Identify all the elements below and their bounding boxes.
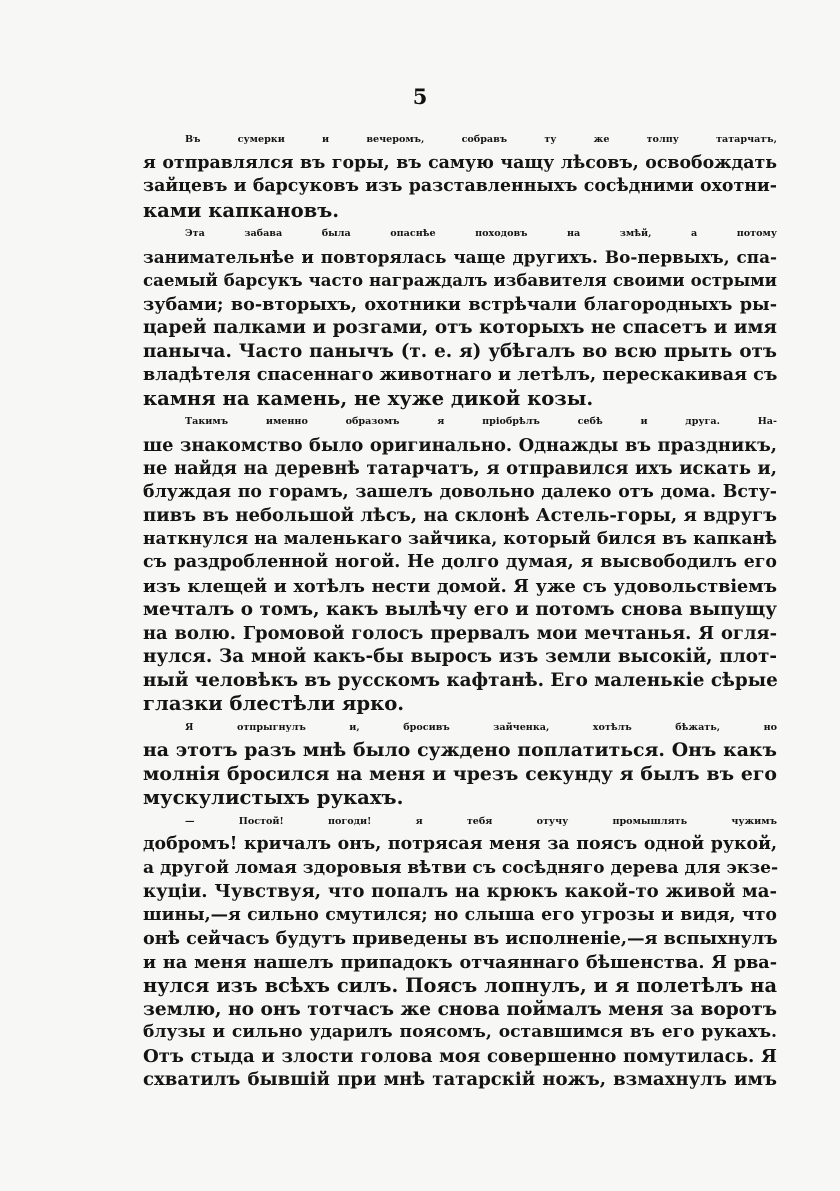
- text-line: блуждая по горамъ, зашелъ довольно далеко отъ дома. Всту-: [143, 481, 777, 502]
- text-line: Отъ стыда и злости голова моя совершенно помутилась. Я: [143, 1045, 777, 1067]
- text-line: я отправлялся въ горы, въ самую чащу лѣсовъ, освобождать: [143, 152, 777, 173]
- text-line: зайцевъ и барсуковъ изъ разставленныхъ сосѣдними охотни-: [143, 176, 777, 196]
- text-line: саемый барсукъ часто награждалъ избавителя своими острыми: [143, 270, 777, 290]
- text-line: шины,—я сильно смутился; но слыша его угрозы и видя, что: [143, 904, 777, 925]
- text-line: пивъ въ небольшой лѣсъ, на склонѣ Астель-горы, я вдругъ: [143, 505, 777, 526]
- text-line: — Постой! погоди! я тебя отучу промышлять чужимъ: [185, 815, 777, 827]
- text-line: мускулистыхъ рукахъ.: [143, 786, 404, 809]
- text-line: нулся изъ всѣхъ силъ. Поясъ лопнулъ, и я полетѣлъ на: [143, 974, 777, 997]
- text-line: съ раздробленной ногой. Не долго думая, я высвободилъ его: [143, 552, 777, 572]
- text-line: блузы и сильно ударилъ поясомъ, оставшимся въ его рукахъ.: [143, 1022, 777, 1042]
- text-line: наткнулся на маленькаго зайчика, который бился въ капканѣ: [143, 528, 777, 549]
- text-line: ный человѣкъ въ русскомъ кафтанѣ. Его маленькіе сѣрые: [143, 669, 778, 691]
- text-line: а другой ломая здоровыя вѣтви съ сосѣдняго дерева для экзе-: [143, 857, 779, 878]
- page-number: 5: [412, 84, 428, 109]
- text-line: занимательнѣе и повторялась чаще другихъ. Во-первыхъ, спа-: [143, 246, 777, 267]
- text-line: Въ сумерки и вечеромъ, собравъ ту же толпу татарчатъ,: [185, 134, 777, 145]
- text-line: добромъ! кричалъ онъ, потрясая меня за поясъ одной рукой,: [143, 834, 777, 854]
- text-line: ше знакомство было оригинально. Однажды въ праздникъ,: [143, 434, 777, 456]
- text-line: Такимъ именно образомъ я пріобрѣлъ себѣ и друга. На-: [185, 416, 777, 427]
- text-line: царей палками и розгами, отъ которыхъ не спасетъ и имя: [143, 317, 777, 338]
- text-line: Я отпрыгнулъ и, бросивъ зайченка, хотѣлъ бѣжать, но: [185, 721, 777, 733]
- text-line: нулся. За мной какъ-бы выросъ изъ земли высокій, плот-: [143, 646, 777, 667]
- text-line: мечталъ о томъ, какъ вылѣчу его и потомъ снова выпущу: [143, 599, 777, 620]
- text-line: землю, но онъ тотчасъ же снова поймалъ меня за воротъ: [143, 998, 777, 1020]
- text-line: камня на камень, не хуже дикой козы.: [143, 386, 594, 410]
- text-line: Эта забава была опаснѣе походовъ на змѣй, а потому: [185, 228, 777, 239]
- text-line: на волю. Громовой голосъ прервалъ мои мечтанья. Я огля-: [143, 622, 777, 644]
- text-line: на этотъ разъ мнѣ было суждено поплатиться. Онъ какъ: [143, 739, 777, 761]
- text-line: куціи. Чувствуя, что попалъ на крюкъ какой-то живой ма-: [143, 881, 777, 902]
- text-line: паныча. Часто панычъ (т. е. я) убѣгалъ во всю прыть отъ: [143, 340, 777, 362]
- text-line: не найдя на деревнѣ татарчатъ, я отправился ихъ искать и,: [143, 458, 777, 479]
- text-line: схватилъ бывшій при мнѣ татарскій ножъ, взмахнулъ имъ: [143, 1069, 777, 1090]
- body-text: [143, 128, 777, 1092]
- text-line: молнія бросился на меня и чрезъ секунду я былъ въ его: [143, 762, 777, 785]
- text-line: ками капкановъ.: [143, 198, 340, 222]
- text-line: зубами; во-вторыхъ, охотники встрѣчали благородныхъ ры-: [143, 293, 777, 315]
- text-line: глазки блестѣли ярко.: [143, 692, 405, 715]
- text-line: онѣ сейчасъ будутъ приведены въ исполненіе,—я вспыхнулъ: [143, 928, 778, 949]
- text-line: владѣтеля спасеннаго животнаго и летѣлъ, перескакивая съ: [143, 364, 778, 385]
- text-line: и на меня нашелъ припадокъ отчаяннаго бѣшенства. Я рва-: [143, 951, 777, 973]
- text-line: изъ клещей и хотѣлъ нести домой. Я уже съ удовольствіемъ: [143, 575, 777, 597]
